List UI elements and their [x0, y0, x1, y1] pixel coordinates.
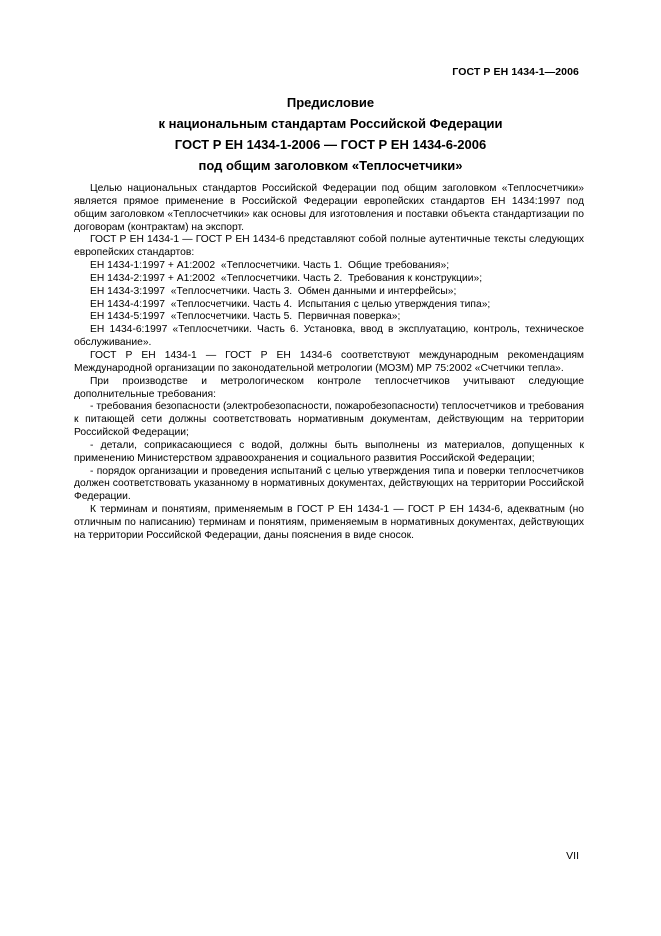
paragraph-additional-requirements: При производстве и метрологическом контроле теплосчетчиков учитывают следующие дополнительные требования: [74, 375, 584, 400]
requirement-water-contact: - детали, соприкасающиеся с водой, должны быть выполнены из материалов, допущенных к применению Министерством здравоохранения и социального развития Российской Федерации; [74, 439, 584, 464]
list-item-part6: ЕН 1434-6:1997 «Теплосчетчики. Часть 6. Установка, ввод в эксплуатацию, контроль, техническое обслуживание». [74, 324, 584, 349]
title-line-national-standards: к национальным стандартам Российской Федерации [158, 116, 503, 131]
paragraph-purpose: Целью национальных стандартов Российской Федерации под общим заголовком «Теплосчетчики» является прямое применение в Российской Федерации европейских стандартов ЕН 1434:1997 под общим заголовком «Теплосчетчики» как основы для изготовления и поставки объекта стандартизации по договорам (контрактам) на экспорт. [74, 183, 584, 233]
title-line-general-heading: под общим заголовком «Теплосчетчики» [198, 158, 463, 173]
foreword-title-block [0, 92, 661, 176]
title-line-standard-range: ГОСТ Р ЕН 1434-1-2006 — ГОСТ Р ЕН 1434-6-2006 [174, 137, 487, 152]
foreword-body [74, 183, 584, 543]
paragraph-authentic-texts: ГОСТ Р ЕН 1434-1 — ГОСТ Р ЕН 1434-6 представляют собой полные аутентичные тексты следующих европейских стандартов: [74, 234, 584, 259]
paragraph-oiml-recommendations: ГОСТ Р ЕН 1434-1 — ГОСТ Р ЕН 1434-6 соответствуют международным рекомендациям Международной организации по законодательной метрологии (МОЗМ) МР 75:2002 «Счетчики тепла». [74, 349, 584, 374]
list-item: ЕН 1434-2:1997 + А1:2002 «Теплосчетчики. Часть 2. Требования к конструкции»; [90, 272, 483, 284]
list-item: ЕН 1434-4:1997 «Теплосчетчики. Часть 4. Испытания с целью утверждения типа»; [90, 298, 491, 310]
title-line-foreword: Предисловие [286, 95, 375, 110]
paragraph-terms-footnotes: К терминам и понятиям, применяемым в ГОСТ Р ЕН 1434-1 — ГОСТ Р ЕН 1434-6, адекватным (но отличным по написанию) терминам и понятиям, применяемым в нормативных документах, действующих на территории Российской Федерации, даны пояснения в виде сносок. [74, 504, 584, 541]
list-item: ЕН 1434-1:1997 + А1:2002 «Теплосчетчики. Часть 1. Общие требования»; [90, 260, 450, 272]
requirement-testing-procedure: - порядок организации и проведения испытаний с целью утверждения типа и поверки теплосчетчиков должен соответствовать указанному в нормативных документах, действующих на территории Российской Федерации. [74, 465, 584, 503]
document-code-header: ГОСТ Р ЕН 1434-1—2006 [452, 66, 579, 78]
list-item: ЕН 1434-3:1997 «Теплосчетчики. Часть 3. Обмен данными и интерфейсы»; [90, 285, 457, 297]
list-item: ЕН 1434-5:1997 «Теплосчетчики. Часть 5. Первичная поверка»; [90, 311, 401, 323]
page-number: VII [566, 850, 579, 862]
requirement-safety: - требования безопасности (электробезопасности, пожаробезопасности) теплосчетчиков и требования к питающей сети должны соответствовать нормативным документам, действующим на территории Российской Федерации; [74, 401, 584, 439]
